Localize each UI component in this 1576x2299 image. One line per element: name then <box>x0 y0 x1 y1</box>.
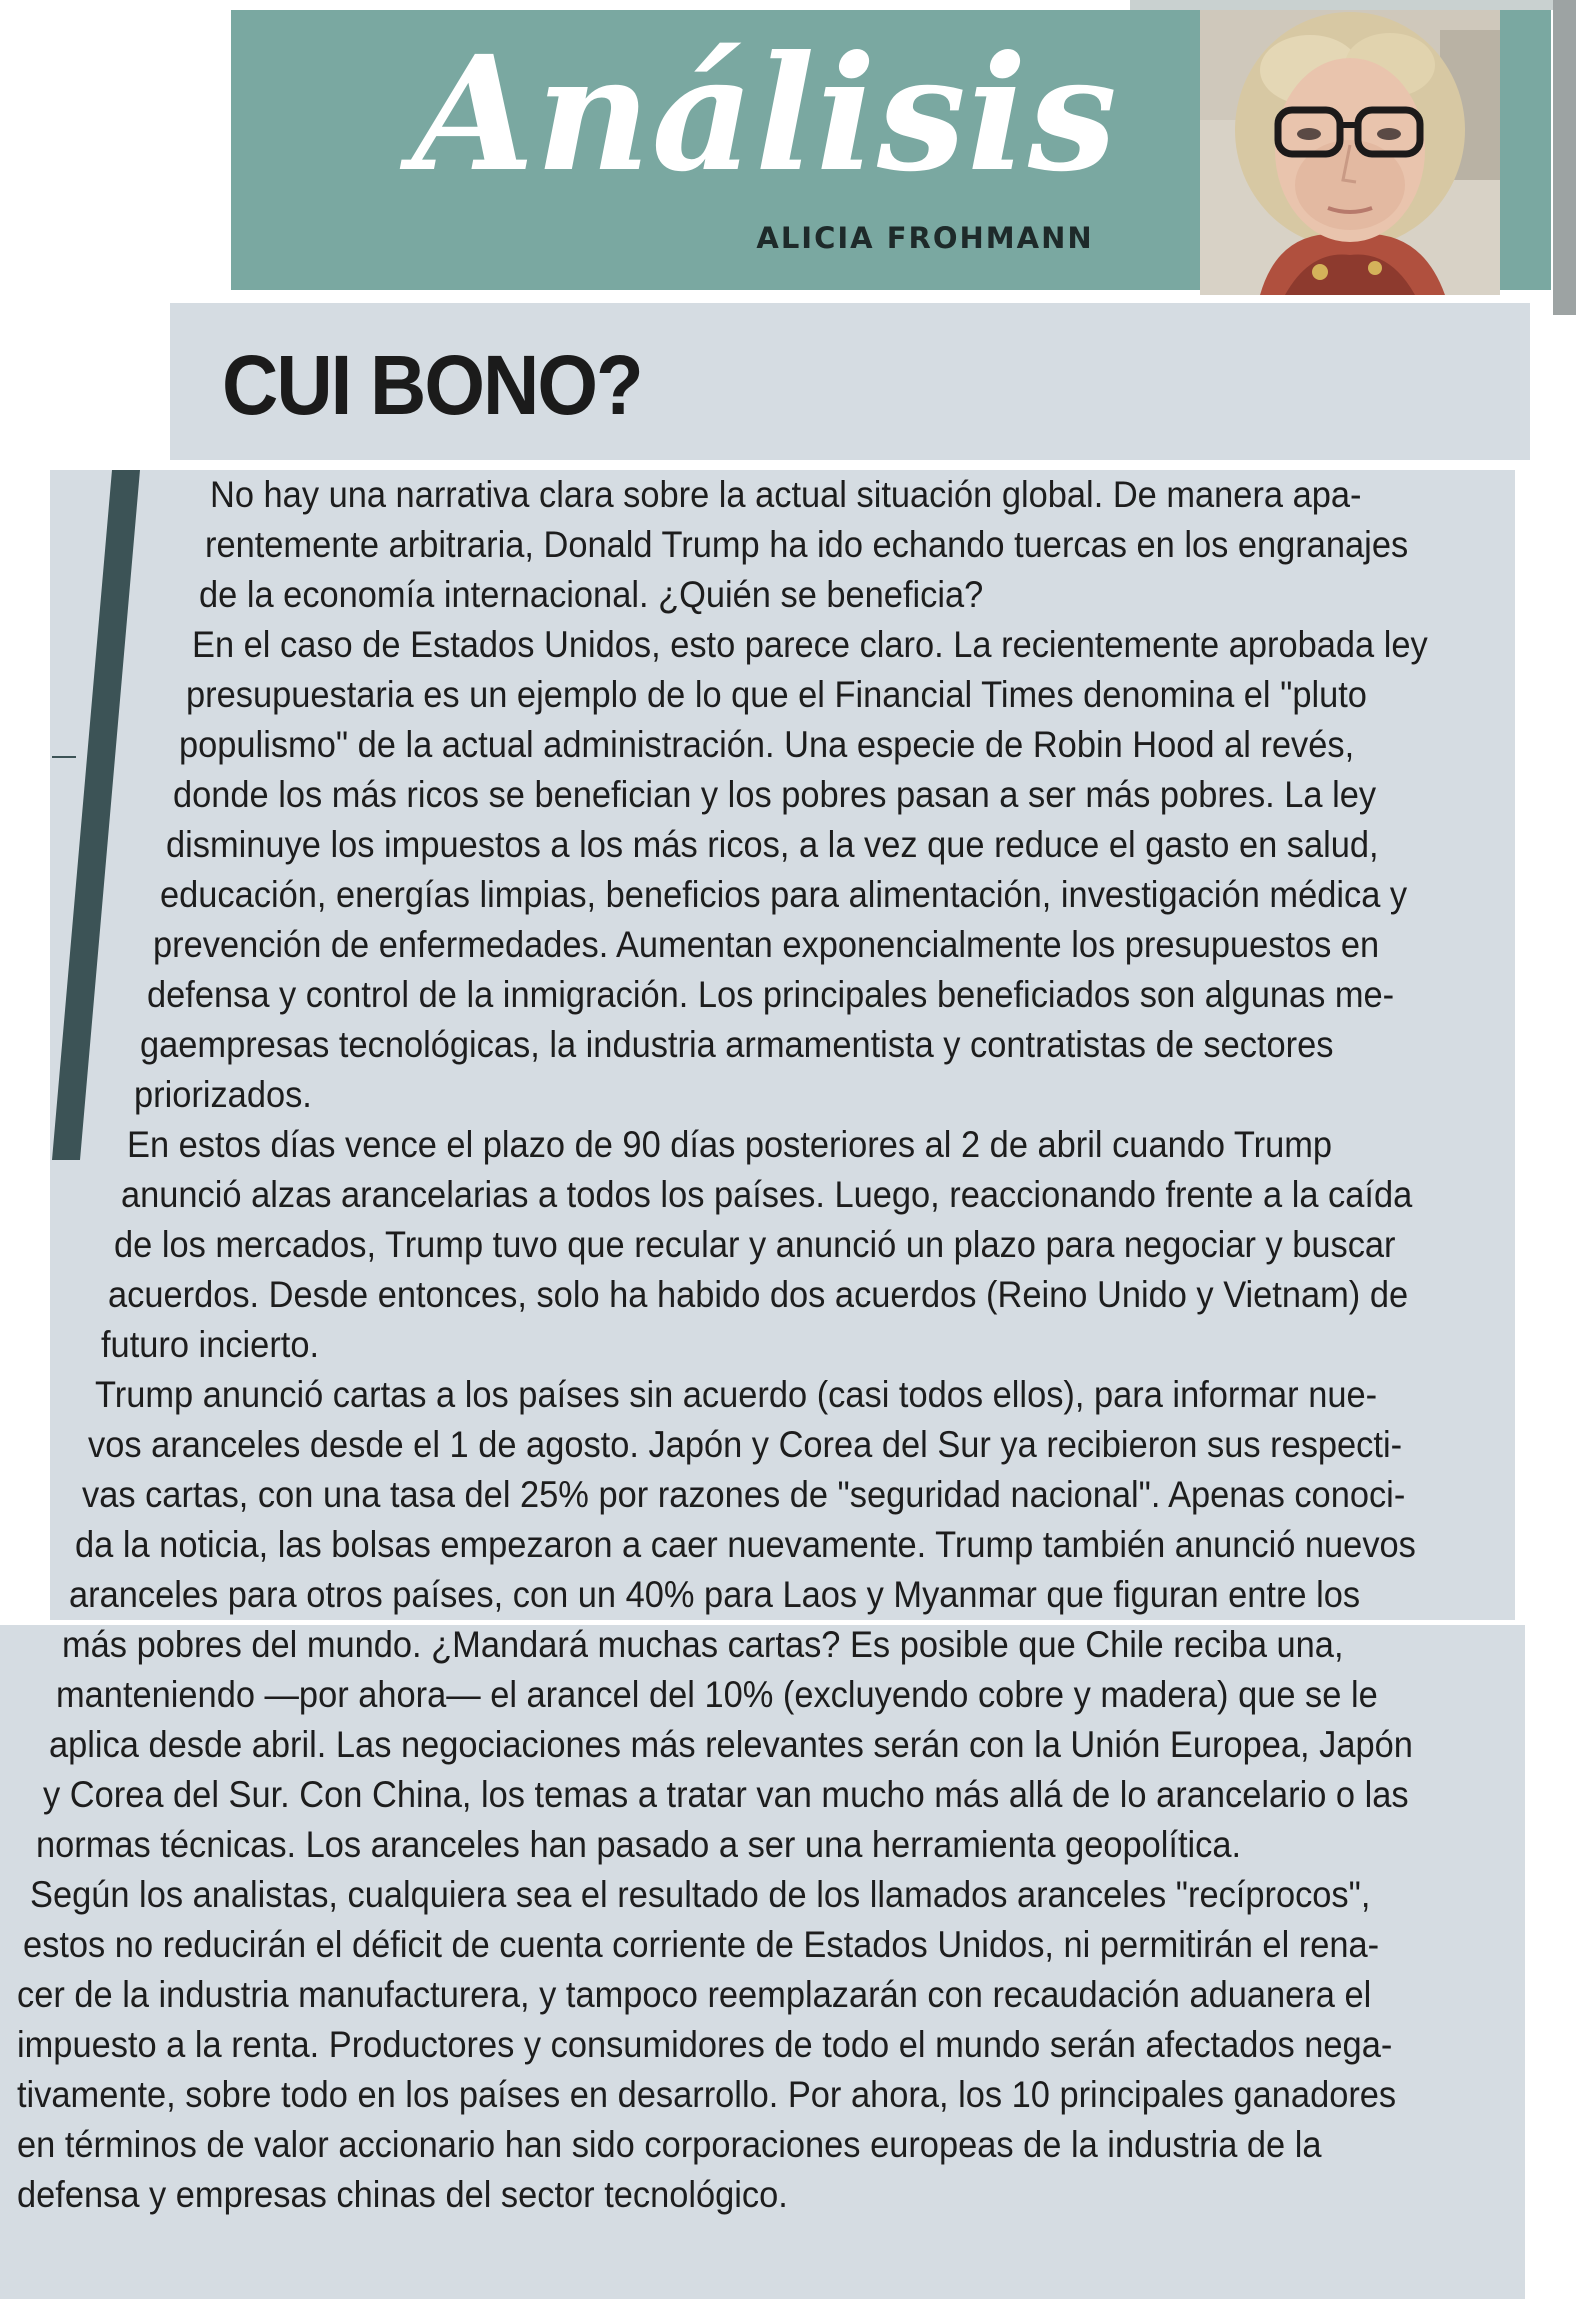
body-line: de los mercados, Trump tuvo que recular y anunció un plazo para negociar y buscar <box>114 1224 1396 1265</box>
body-line: acuerdos. Desde entonces, solo ha habido dos acuerdos (Reino Unido y Vietnam) de <box>108 1274 1409 1315</box>
body-line: aranceles para otros países, con un 40% para Laos y Myanmar que figuran entre los <box>69 1574 1361 1615</box>
body-line: más pobres del mundo. ¿Mandará muchas cartas? Es posible que Chile reciba una, <box>62 1624 1344 1665</box>
section-title: Análisis <box>412 22 1118 207</box>
body-line: en términos de valor accionario han sido corporaciones europeas de la industria de la <box>17 2124 1322 2165</box>
body-line: vos aranceles desde el 1 de agosto. Japón y Corea del Sur ya recibieron sus respecti- <box>88 1424 1403 1465</box>
article-body <box>0 470 1576 2250</box>
body-line: cer de la industria manufacturera, y tampoco reemplazarán con recaudación aduanera el <box>17 1974 1372 2015</box>
body-line: populismo" de la actual administración. Una especie de Robin Hood al revés, <box>179 724 1355 765</box>
body-line: educación, energías limpias, beneficios para alimentación, investigación médica y <box>160 874 1408 915</box>
body-line: disminuye los impuestos a los más ricos, a la vez que reduce el gasto en salud, <box>166 824 1379 865</box>
body-line: aplica desde abril. Las negociaciones más relevantes serán con la Unión Europea, Japón <box>49 1724 1413 1765</box>
body-line: No hay una narrativa clara sobre la actual situación global. De manera apa- <box>210 474 1362 515</box>
body-line: estos no reducirán el déficit de cuenta corriente de Estados Unidos, ni permitirán el rena- <box>23 1924 1380 1965</box>
body-line: rentemente arbitraria, Donald Trump ha ido echando tuercas en los engranajes <box>205 524 1409 565</box>
author-name: ALICIA FROHMANN <box>756 221 1094 255</box>
body-line: En estos días vence el plazo de 90 días posteriores al 2 de abril cuando Trump <box>127 1124 1333 1165</box>
body-line: anunció alzas arancelarias a todos los países. Luego, reaccionando frente a la caída <box>121 1174 1413 1215</box>
body-line: tivamente, sobre todo en los países en desarrollo. Por ahora, los 10 principales ganadores <box>17 2074 1397 2115</box>
body-line: prevención de enfermedades. Aumentan exponencialmente los presupuestos en <box>153 924 1380 965</box>
body-line: Trump anunció cartas a los países sin acuerdo (casi todos ellos), para informar nue- <box>95 1374 1378 1415</box>
body-line: normas técnicas. Los aranceles han pasado a ser una herramienta geopolítica. <box>36 1824 1242 1865</box>
body-line: En el caso de Estados Unidos, esto parece claro. La recientemente aprobada ley <box>192 624 1428 665</box>
body-line: manteniendo —por ahora— el arancel del 10% (excluyendo cobre y madera) que se le <box>56 1674 1378 1715</box>
body-line: futuro incierto. <box>101 1324 320 1365</box>
body-line: priorizados. <box>134 1074 312 1115</box>
body-line: impuesto a la renta. Productores y consumidores de todo el mundo serán afectados nega- <box>17 2024 1393 2065</box>
body-line: y Corea del Sur. Con China, los temas a tratar van mucho más allá de lo arancelario o las <box>43 1774 1409 1815</box>
body-line: de la economía internacional. ¿Quién se beneficia? <box>199 574 984 615</box>
body-line: gaempresas tecnológicas, la industria armamentista y contratistas de sectores <box>140 1024 1334 1065</box>
body-line: Según los analistas, cualquiera sea el resultado de los llamados aranceles "recíprocos", <box>30 1874 1371 1915</box>
headline: CUI BONO? <box>222 337 642 433</box>
body-line: presupuestaria es un ejemplo de lo que el Financial Times denomina el "pluto <box>186 674 1367 715</box>
body-line: vas cartas, con una tasa del 25% por razones de "seguridad nacional". Apenas conoci- <box>82 1474 1406 1515</box>
body-line: defensa y empresas chinas del sector tecnológico. <box>17 2174 788 2215</box>
body-line: da la noticia, las bolsas empezaron a caer nuevamente. Trump también anunció nuevos <box>75 1524 1416 1565</box>
body-line: defensa y control de la inmigración. Los principales beneficiados son algunas me- <box>147 974 1395 1015</box>
body-line: donde los más ricos se benefician y los pobres pasan a ser más pobres. La ley <box>173 774 1377 815</box>
